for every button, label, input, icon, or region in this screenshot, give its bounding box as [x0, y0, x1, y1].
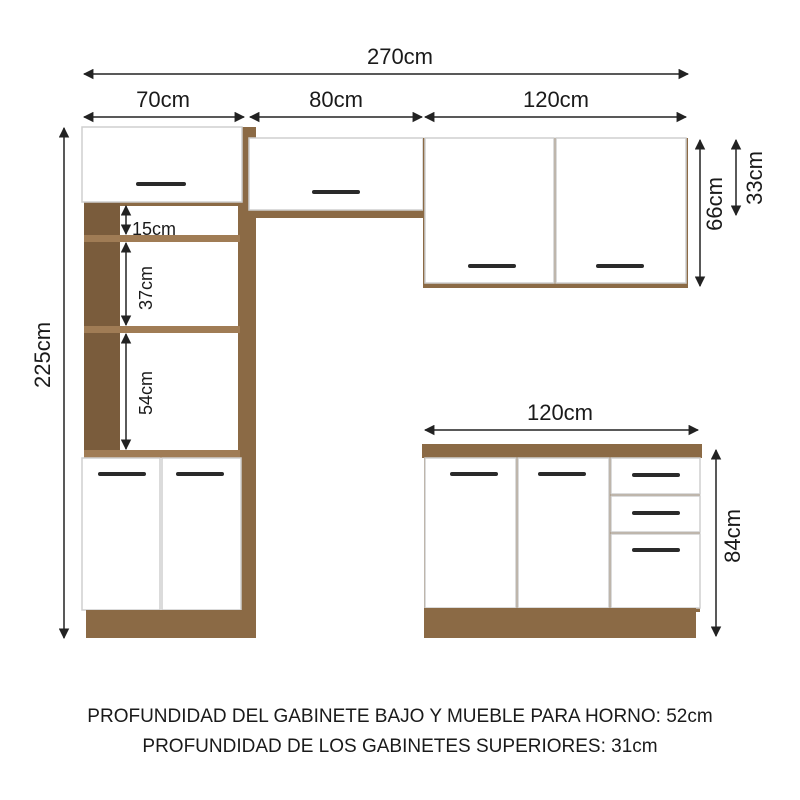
lower-door-left	[425, 458, 516, 608]
middle-upper-width-label: 80cm	[309, 87, 363, 112]
total-width-label: 270cm	[366, 44, 434, 69]
right-upper-cabinet	[423, 138, 688, 288]
lower-handle-drawer-2	[632, 511, 680, 515]
middle-upper-handle	[312, 190, 360, 194]
middle-upper-cabinet	[249, 138, 425, 218]
total-height-label: 225cm	[30, 321, 55, 389]
upper-half-height-label: 33cm	[742, 151, 767, 205]
right-upper-width-label: 120cm	[522, 87, 590, 112]
tower-shelf-bottom	[84, 450, 240, 458]
tower-lower-handle-right	[176, 472, 224, 476]
lower-handle-drawer-3	[632, 548, 680, 552]
right-upper-door-left	[425, 138, 554, 283]
tower-lower-door-left	[82, 458, 160, 610]
depth-note-lower: PROFUNDIDAD DEL GABINETE BAJO Y MUEBLE PARA HORNO: 52cm	[87, 706, 713, 727]
right-upper-door-right	[556, 138, 686, 283]
lower-handle-door-middle	[538, 472, 586, 476]
lower-handle-drawer-1	[632, 473, 680, 477]
lower-handle-door-left	[450, 472, 498, 476]
tower-lower-handle-left	[98, 472, 146, 476]
countertop	[422, 444, 702, 458]
tower-lower-door-right	[162, 458, 241, 610]
tower-top-door-handle	[136, 182, 186, 186]
right-upper-handle-right	[596, 264, 644, 268]
lower-base-cabinet	[422, 444, 702, 638]
lower-width-label: 120cm	[526, 400, 594, 425]
depth-note-upper: PROFUNDIDAD DE LOS GABINETES SUPERIORES: 31cm	[142, 736, 658, 757]
tower-top-door	[82, 127, 242, 202]
lower-height-label: 84cm	[720, 509, 745, 563]
right-upper-handle-left	[468, 264, 516, 268]
lower-door-middle	[518, 458, 609, 608]
lower-drawer-3	[611, 534, 700, 608]
shelf-2-label: 37cm	[136, 265, 156, 311]
upper-height-label: 66cm	[702, 177, 727, 231]
tower-width-label: 70cm	[136, 87, 190, 112]
lower-plinth	[424, 608, 696, 638]
shelf-3-label: 54cm	[136, 370, 156, 416]
oven-tower-cabinet	[82, 127, 256, 638]
middle-upper-door	[249, 138, 423, 210]
tower-shelf-middle	[84, 326, 240, 333]
shelf-1-label: 15cm	[132, 219, 177, 239]
tower-plinth	[86, 610, 256, 638]
